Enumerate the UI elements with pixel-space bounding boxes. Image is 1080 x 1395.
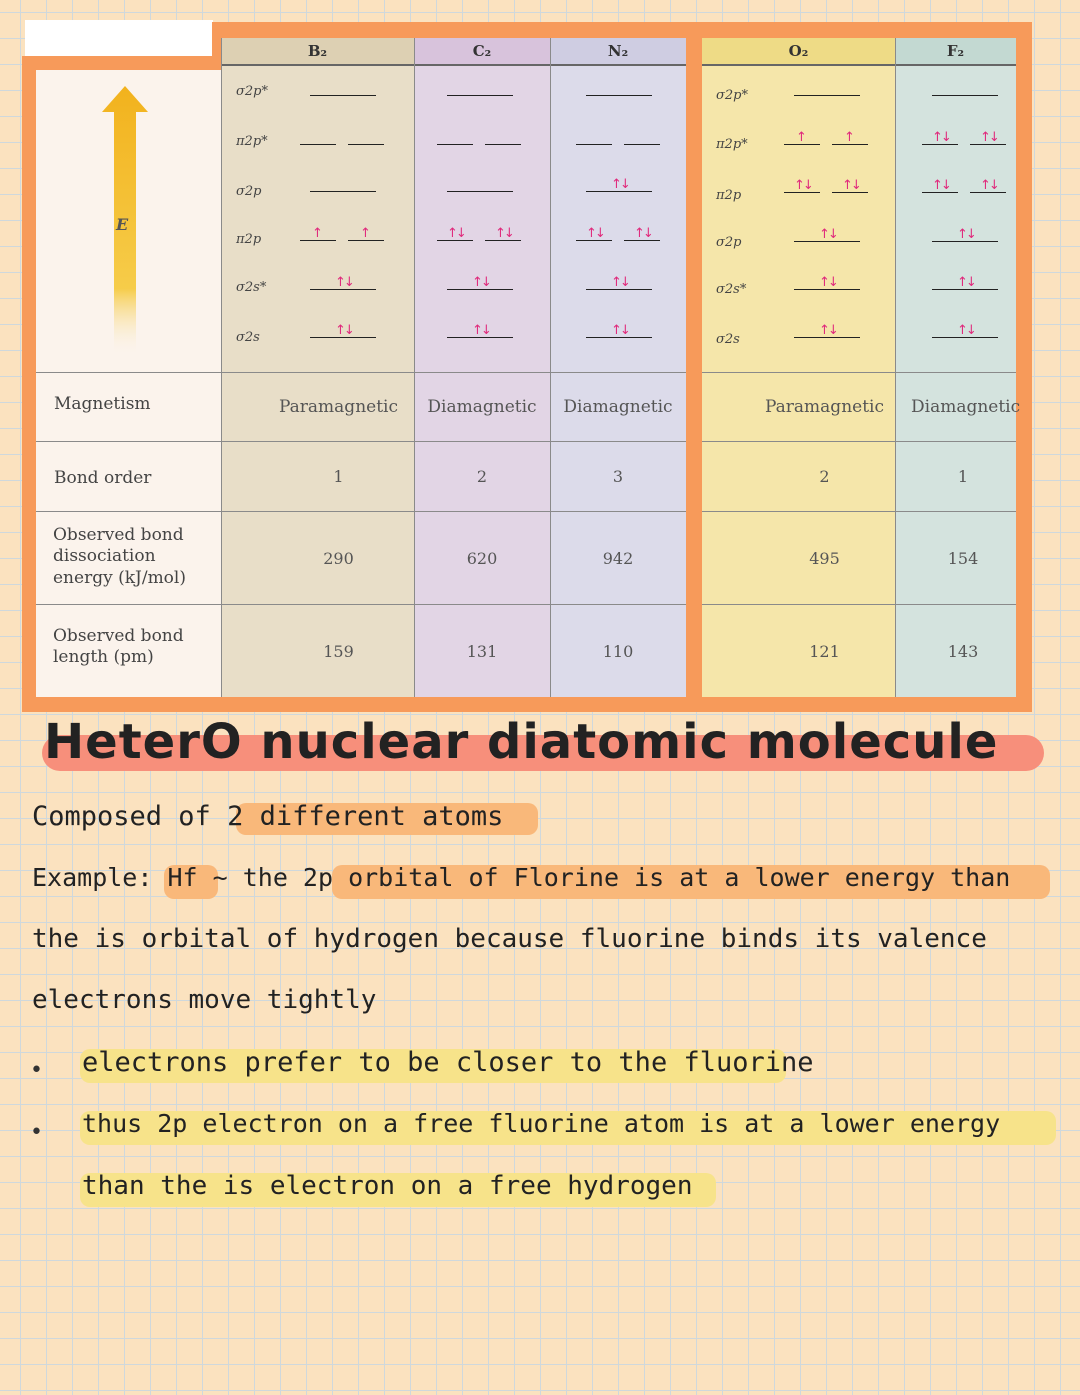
orbital-label: σ2p [236, 184, 262, 199]
magnetism-b2: Paramagnetic [278, 397, 398, 417]
bullet-text: than the is electron on a free hydrogen [82, 1171, 693, 1201]
mo-level [784, 130, 820, 145]
mo-level [447, 323, 513, 338]
header-n2: N₂ [550, 38, 686, 66]
mo-level [832, 130, 868, 145]
magnetism-f2: Diamagnetic [911, 397, 1021, 417]
orbital-label: π2p [716, 188, 742, 203]
dissociation-c2: 620 [466, 548, 498, 568]
orbital-label: π2p* [236, 134, 268, 149]
note-line: electrons move tightly [32, 985, 377, 1015]
orbital-label: π2p [236, 232, 262, 247]
mo-level [485, 226, 521, 241]
bullet-dot: • [30, 1058, 43, 1083]
frame-bottom [22, 697, 1032, 712]
spin-arrows: ↑↓ [335, 323, 353, 338]
spin-arrows: ↑↓ [495, 226, 513, 241]
mo-level [922, 130, 958, 145]
spin-arrows: ↑↓ [932, 178, 950, 193]
mo-level [832, 178, 868, 193]
mo-level [300, 226, 336, 241]
header-f2: F₂ [895, 38, 1016, 66]
mo-level [970, 130, 1006, 145]
spin-arrows: ↑↓ [634, 226, 652, 241]
row-label-dissociation-energy: Observed bond dissociation energy (kJ/mol) [53, 525, 186, 588]
mo-level [586, 275, 652, 290]
orbital-label: σ2s* [716, 282, 747, 297]
mo-level [794, 275, 860, 290]
mo-level [310, 323, 376, 338]
bond-length-b2: 159 [323, 641, 354, 661]
mo-level [310, 275, 376, 290]
magnetism-o2: Paramagnetic [764, 397, 884, 417]
dissociation-b2: 290 [323, 548, 354, 568]
spin-arrows: ↑↓ [819, 275, 837, 290]
header-c2: C₂ [414, 38, 550, 66]
spin-arrows: ↑↓ [472, 323, 490, 338]
spin-arrows: ↑ [844, 130, 853, 145]
mo-level [624, 226, 660, 241]
bond-order-o2: 2 [819, 467, 830, 486]
spin-arrows: ↑ [312, 226, 321, 241]
row-label-magnetism: Magnetism [54, 394, 151, 414]
mo-level [447, 95, 513, 96]
mo-level [794, 323, 860, 338]
spin-arrows: ↑↓ [611, 177, 629, 192]
orbital-label: π2p* [716, 137, 748, 152]
note-line: Example: Hf ~ the 2p orbital of Florine is at a lower energy than [32, 863, 1011, 892]
mo-level [586, 95, 652, 96]
spin-arrows: ↑↓ [980, 130, 998, 145]
white-tab [25, 20, 213, 56]
spin-arrows: ↑↓ [957, 275, 975, 290]
mo-level [932, 275, 998, 290]
page-title: HeterO nuclear diatomic molecule [44, 714, 999, 770]
spin-arrows: ↑↓ [932, 130, 950, 145]
bullet-text: thus 2p electron on a free fluorine atom is at a lower energy [82, 1109, 1001, 1138]
spin-arrows: ↑↓ [819, 227, 837, 242]
row-label-bond-order: Bond order [54, 468, 152, 488]
frame-left [22, 56, 36, 712]
mo-level [437, 226, 473, 241]
mo-level [437, 144, 473, 145]
orbital-label: σ2p* [236, 84, 268, 99]
dissociation-n2: 942 [602, 548, 634, 568]
orbital-label: σ2s* [236, 280, 267, 295]
mo-level [922, 178, 958, 193]
mo-level [447, 275, 513, 290]
bullet-text: electrons prefer to be closer to the fluorine [82, 1047, 814, 1078]
mo-level [794, 227, 860, 242]
bond-order-b2: 1 [333, 467, 344, 486]
orbital-label: σ2s [716, 332, 740, 347]
mo-level [932, 227, 998, 242]
grid-v [221, 38, 222, 697]
magnetism-c2: Diamagnetic [427, 397, 537, 417]
bullet-dot: • [30, 1120, 43, 1145]
spin-arrows: ↑↓ [586, 226, 604, 241]
mo-level [348, 226, 384, 241]
spin-arrows: ↑ [796, 130, 805, 145]
spin-arrows: ↑↓ [819, 323, 837, 338]
spin-arrows: ↑↓ [447, 226, 465, 241]
bond-order-f2: 1 [957, 467, 969, 486]
mo-level [310, 95, 376, 96]
bond-order-c2: 2 [476, 467, 488, 486]
dissociation-f2: 154 [947, 548, 979, 568]
mo-level [576, 144, 612, 145]
mo-level [932, 323, 998, 338]
mo-level [447, 191, 513, 192]
spin-arrows: ↑↓ [794, 178, 812, 193]
frame-divider [686, 22, 702, 712]
spin-arrows: ↑↓ [842, 178, 860, 193]
header-b2: B₂ [221, 38, 414, 66]
spin-arrows: ↑↓ [611, 275, 629, 290]
mo-level [485, 144, 521, 145]
spin-arrows: ↑ [360, 226, 369, 241]
note-line: the is orbital of hydrogen because fluorine binds its valence [32, 924, 987, 954]
frame-top-left [22, 56, 214, 70]
dissociation-o2: 495 [809, 548, 840, 568]
bond-order-n2: 3 [612, 467, 624, 486]
mo-level [576, 226, 612, 241]
bond-length-n2: 110 [602, 641, 634, 661]
mo-level [310, 191, 376, 192]
energy-axis-label: E [116, 215, 129, 234]
bond-length-c2: 131 [466, 641, 498, 661]
mo-level [970, 178, 1006, 193]
magnetism-n2: Diamagnetic [563, 397, 673, 417]
mo-level [586, 323, 652, 338]
mo-level [932, 95, 998, 96]
mo-level [586, 177, 652, 192]
orbital-label: σ2p* [716, 88, 748, 103]
mo-level [784, 178, 820, 193]
note-line: Composed of 2 different atoms [32, 801, 504, 832]
spin-arrows: ↑↓ [980, 178, 998, 193]
orbital-label: σ2p [716, 235, 742, 250]
header-o2: O₂ [702, 38, 895, 66]
orbital-label: σ2s [236, 330, 260, 345]
bond-length-f2: 143 [947, 641, 979, 661]
frame-top [212, 22, 1032, 38]
spin-arrows: ↑↓ [957, 227, 975, 242]
mo-level [794, 95, 860, 96]
spin-arrows: ↑↓ [335, 275, 353, 290]
bond-length-o2: 121 [809, 641, 840, 661]
spin-arrows: ↑↓ [472, 275, 490, 290]
mo-level [348, 144, 384, 145]
spin-arrows: ↑↓ [957, 323, 975, 338]
mo-level [624, 144, 660, 145]
mo-level [300, 144, 336, 145]
row-label-bond-length: Observed bond length (pm) [53, 626, 184, 668]
spin-arrows: ↑↓ [611, 323, 629, 338]
